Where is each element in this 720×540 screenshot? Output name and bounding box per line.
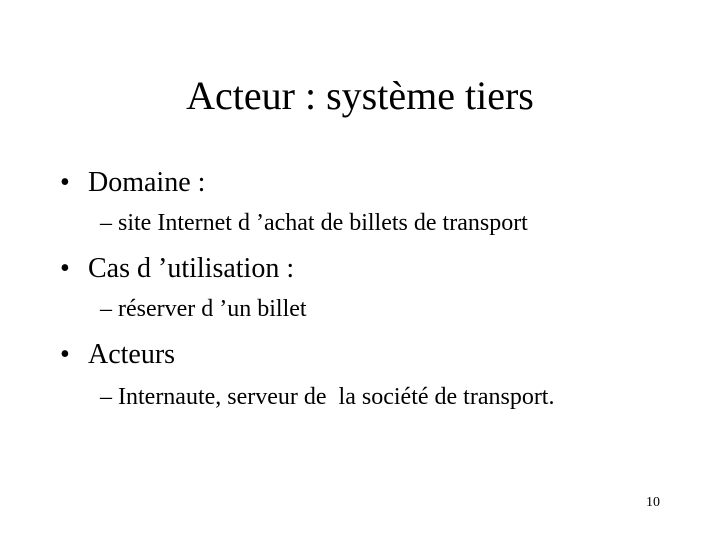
bullet-dot: • bbox=[60, 167, 70, 198]
sub-item-acteurs: – Internaute, serveur de la société de transport. bbox=[100, 384, 555, 410]
sub-item-cas-utilisation: – réserver d ’un billet bbox=[100, 296, 307, 322]
bullet-heading: Acteurs bbox=[88, 339, 176, 370]
page-number: 10 bbox=[646, 495, 660, 510]
bullet-domaine bbox=[60, 166, 205, 200]
bullet-heading: Cas d ’utilisation : bbox=[88, 253, 295, 284]
sub-item-domaine: – site Internet d ’achat de billets de transport bbox=[100, 210, 528, 236]
bullet-dot: • bbox=[60, 339, 70, 370]
bullet-heading: Domaine : bbox=[88, 167, 206, 198]
bullet-acteurs bbox=[60, 338, 175, 372]
bullet-dot: • bbox=[60, 253, 70, 284]
bullet-cas-utilisation bbox=[60, 252, 294, 286]
slide-title: Acteur : système tiers bbox=[186, 73, 534, 118]
